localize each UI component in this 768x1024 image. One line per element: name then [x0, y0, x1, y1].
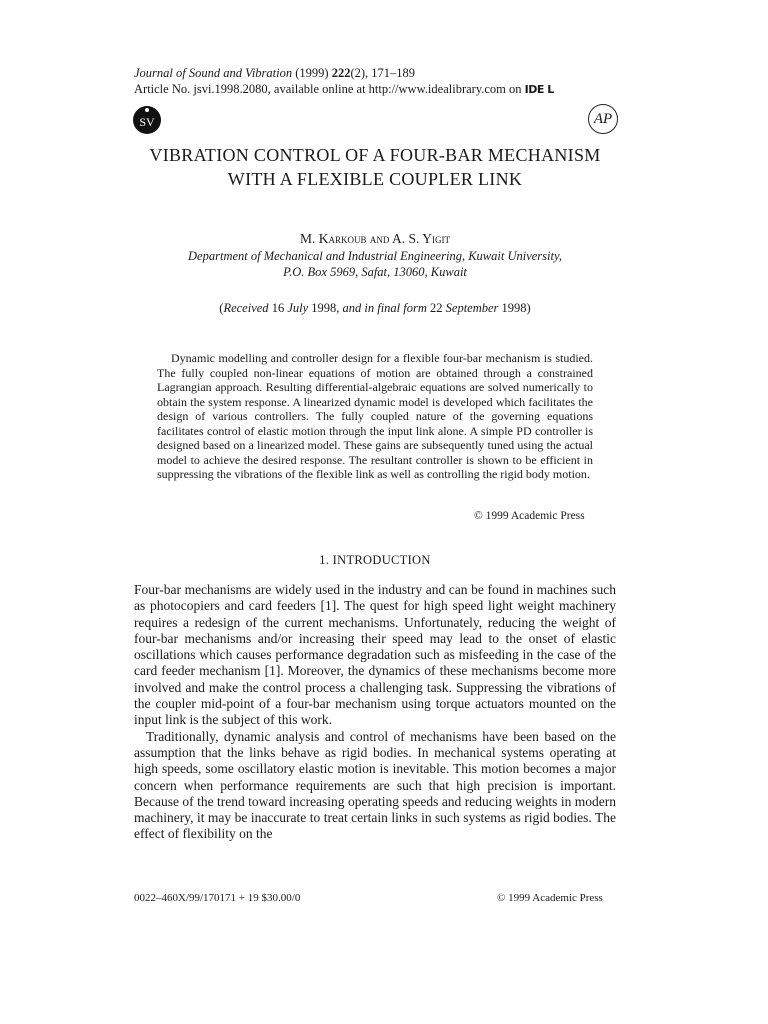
journal-name: Journal of Sound and Vibration: [134, 66, 293, 80]
journal-citation: [134, 65, 415, 81]
ideal-logo: IDE L: [524, 83, 554, 96]
paragraph-2: Traditionally, dynamic analysis and control of mechanisms have been based on the assumption that the links behave as rigid bodies. In mechanical systems operating at high speeds, some oscillatory elastic motion is inevitable. This motion becomes a major concern when performance requirements are such that high precision is important. Because of the trend toward increasing operating speeds and reducing weights in modern machinery, it may be inaccurate to treat certain links in such systems as rigid bodies. The effect of flexibility on the: [134, 728, 616, 842]
affiliation-line-1: Department of Mechanical and Industrial Engineering, Kuwait University,: [188, 249, 562, 263]
received-dates: (Received 16 July 1998, and in final form 22 September 1998): [219, 301, 531, 315]
footer-copyright: © 1999 Academic Press: [497, 892, 603, 904]
abstract-copyright: © 1999 Academic Press: [474, 510, 585, 522]
sv-logo-icon: SV: [133, 106, 161, 134]
journal-volume: 222: [331, 66, 351, 80]
journal-year: (1999): [292, 66, 332, 80]
article-number: Article No. jsvi.1998.2080, available online at http://www.idealibrary.com on: [134, 82, 525, 96]
authors: M. Karkoub and A. S. Yigit: [299, 231, 450, 246]
article-line: [134, 81, 554, 98]
section-heading: 1. INTRODUCTION: [319, 553, 431, 567]
affiliation: [134, 248, 616, 280]
paper-title: VIBRATION CONTROL OF A FOUR-BAR MECHANISM WITH A FLEXIBLE COUPLER LINK: [149, 145, 601, 189]
journal-issue-pages: (2), 171–189: [350, 66, 416, 80]
footer-code: 0022–460X/99/170171 + 19 $30.00/0: [134, 892, 301, 904]
paragraph-1: Four-bar mechanisms are widely used in the industry and can be found in machines such as photocopiers and card feeders [1]. The quest for high speed light weight machinery requires a redesign of the current mechanisms. Unfortunately, reducing the weight of four-bar mechanisms and/or increasing their speed may lead to the onset of elastic oscillations which causes performance degradation such as misfeeding in the case of the card feeder mechanism [1]. Moreover, the dynamics of these mechanisms become more involved and make the control process a challenging task. Suppressing the vibrations of the coupler mid-point of a four-bar mechanism using torque actuators mounted on the input link is the subject of this work.: [134, 582, 616, 728]
body-text: [134, 582, 616, 843]
abstract: Dynamic modelling and controller design for a flexible four-bar mechanism is studied. The fully coupled non-linear equations of motion are obtained through a constrained Lagrangian approach. Resulting differential-algebraic equations are solved numerically to obtain the system response. A linearized dynamic model is developed which facilitates the design of various controllers. The fully coupled nature of the governing equations facilitates control of elastic motion through the input link alone. A simple PD controller is designed based on a linearized model. These gains are subsequently tuned using the actual model to achieve the desired response. The resultant controller is shown to be efficient in suppressing the vibrations of the flexible link as well as controlling the rigid body motion.: [157, 351, 593, 481]
ap-logo-icon: AP: [588, 104, 618, 134]
affiliation-line-2: P.O. Box 5969, Safat, 13060, Kuwait: [283, 265, 467, 279]
